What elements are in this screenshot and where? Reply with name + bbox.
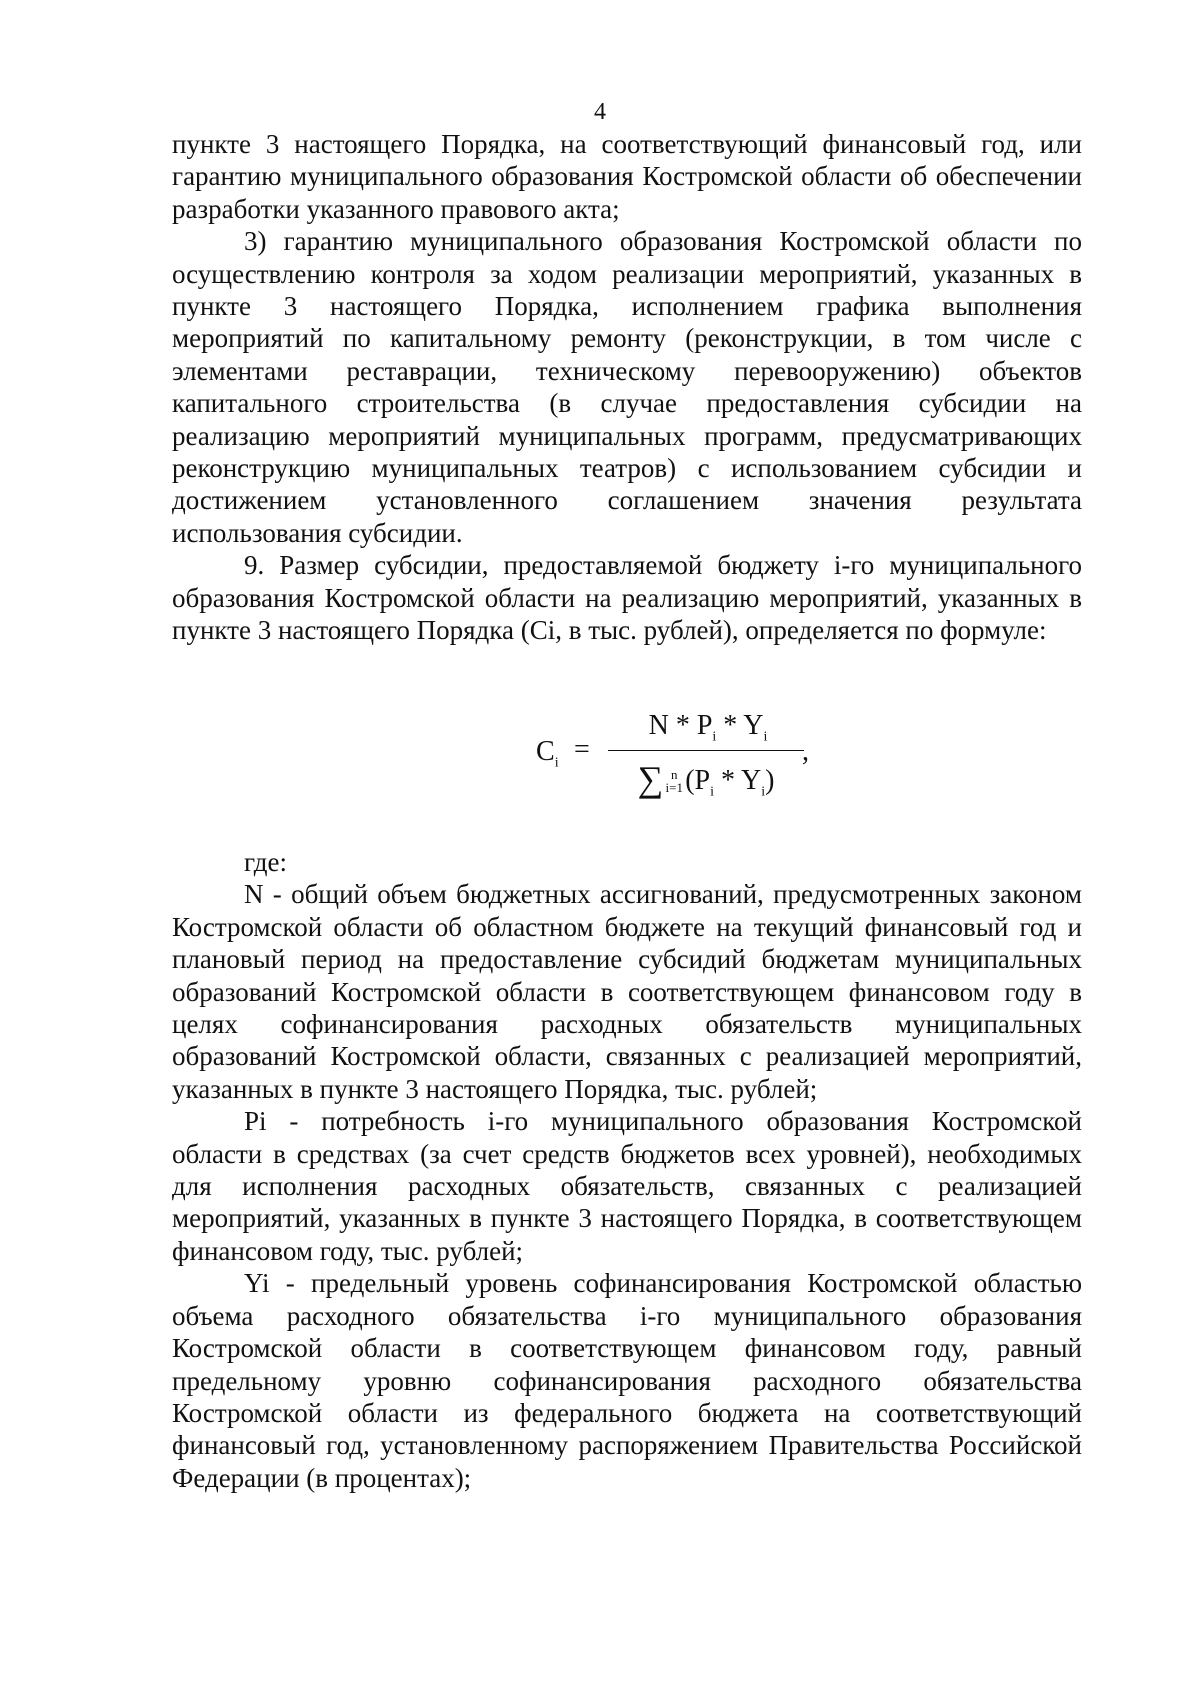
- paragraph: пункте 3 настоящего Порядка, на соответствующий финансовый год, или гарантию муниципального образования Костромской области об обеспечении разработки указанного правового акта;: [172, 129, 1082, 224]
- definition-yi: Yi - предельный уровень софинансирования Костромской областью объема расходного обязательства i-го муниципального образования Костромской области в соответствующем финансовом году, равный предельному уровню софинансирования расходного обязательства Костромской области из федерального бюджета на соответствующий финансовый год, установленному распоряжением Правительства Российской Федерации (в процентах);: [172, 1268, 1082, 1493]
- page-number: 4: [594, 99, 606, 125]
- subsidy-formula: [530, 710, 810, 810]
- definitions-intro: где:: [244, 847, 287, 877]
- formula-equals: =: [574, 734, 590, 765]
- formula-comma: ,: [802, 736, 809, 767]
- body-text-top: [172, 128, 1082, 647]
- sigma-icon: ∑: [637, 759, 664, 799]
- sum-limits: n i=1: [665, 766, 683, 795]
- formula-denominator: ∑ n i=1 $(P_i * Y_i)$: [637, 759, 775, 800]
- paragraph-guarantee-3: 3) гарантию муниципального образования Костромской области по осуществлению контроля за ходом реализации мероприятий, указанных в пункте 3 настоящего Порядка, исполнением графика выполнения мероприятий по капитальному ремонту (реконструкции, в том числе с элементами реставрации, техническому перевооружению) объектов капитального строительства (в случае предоставления субсидии на реализацию мероприятий муниципальных программ, предусматривающих реконструкцию муниципальных театров) с использованием субсидии и достижением установленного соглашением значения результата использования субсидии.: [172, 226, 1082, 548]
- definition-n: N - общий объем бюджетных ассигнований, предусмотренных законом Костромской области об областном бюджете на текущий финансовый год и плановый период на предоставление субсидий бюджетам муниципальных образований Костромской области в соответствующем финансовом году в целях софинансирования расходных обязательств муниципальных образований Костромской области, связанных с реализацией мероприятий, указанных в пункте 3 настоящего Порядка, тыс. рублей;: [172, 879, 1082, 1104]
- definition-pi: Pi - потребность i-го муниципального образования Костромской области в средствах (за счет средств бюджетов всех уровней), необходимых для исполнения расходных обязательств, связанных с реализацией мероприятий, указанных в пункте 3 настоящего Порядка, в соответствующем финансовом году, тыс. рублей;: [172, 1106, 1082, 1266]
- body-text-definitions: [172, 846, 1082, 1494]
- fraction-bar: [608, 750, 804, 751]
- formula-lhs: $C_i$: [536, 736, 559, 771]
- formula-numerator: N * $P_i * Y_i$: [648, 710, 768, 745]
- paragraph-item-9: 9. Размер субсидии, предоставляемой бюджету i-го муниципального образования Костромской области на реализацию мероприятий, указанных в пункте 3 настоящего Порядка (Ci, в тыс. рублей), определяется по формуле:: [172, 550, 1082, 646]
